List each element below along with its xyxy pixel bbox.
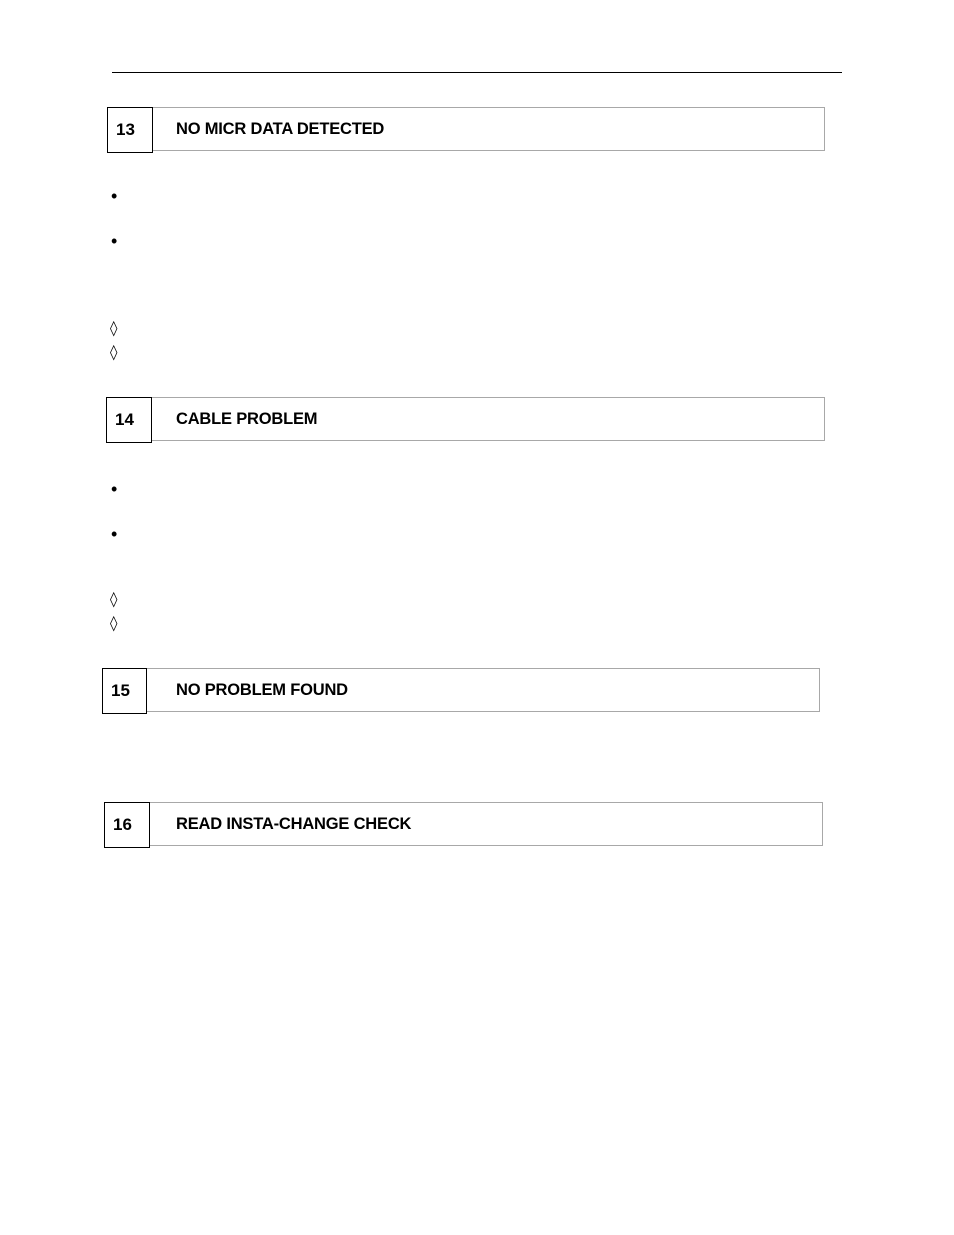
section-number: 14: [106, 397, 152, 443]
bullet-icon: •: [111, 186, 118, 206]
diamond-icon: ◊: [110, 343, 118, 361]
section-title: CABLE PROBLEM: [176, 410, 318, 428]
diamond-icon: ◊: [110, 614, 118, 632]
section-number: 16: [104, 802, 150, 848]
bullet-icon: •: [111, 231, 118, 251]
section-number: 13: [107, 107, 153, 153]
header-rule: [112, 72, 842, 73]
diamond-icon: ◊: [110, 319, 118, 337]
section-title: READ INSTA-CHANGE CHECK: [176, 815, 412, 833]
diamond-icon: ◊: [110, 590, 118, 608]
section-title: NO PROBLEM FOUND: [176, 681, 348, 699]
section-15-header: [102, 668, 820, 712]
section-number: 15: [102, 668, 147, 714]
section-14-header: [106, 397, 825, 441]
section-13-header: [107, 107, 825, 151]
bullet-icon: •: [111, 479, 118, 499]
bullet-icon: •: [111, 524, 118, 544]
section-16-header: [104, 802, 823, 846]
section-title: NO MICR DATA DETECTED: [176, 120, 385, 138]
